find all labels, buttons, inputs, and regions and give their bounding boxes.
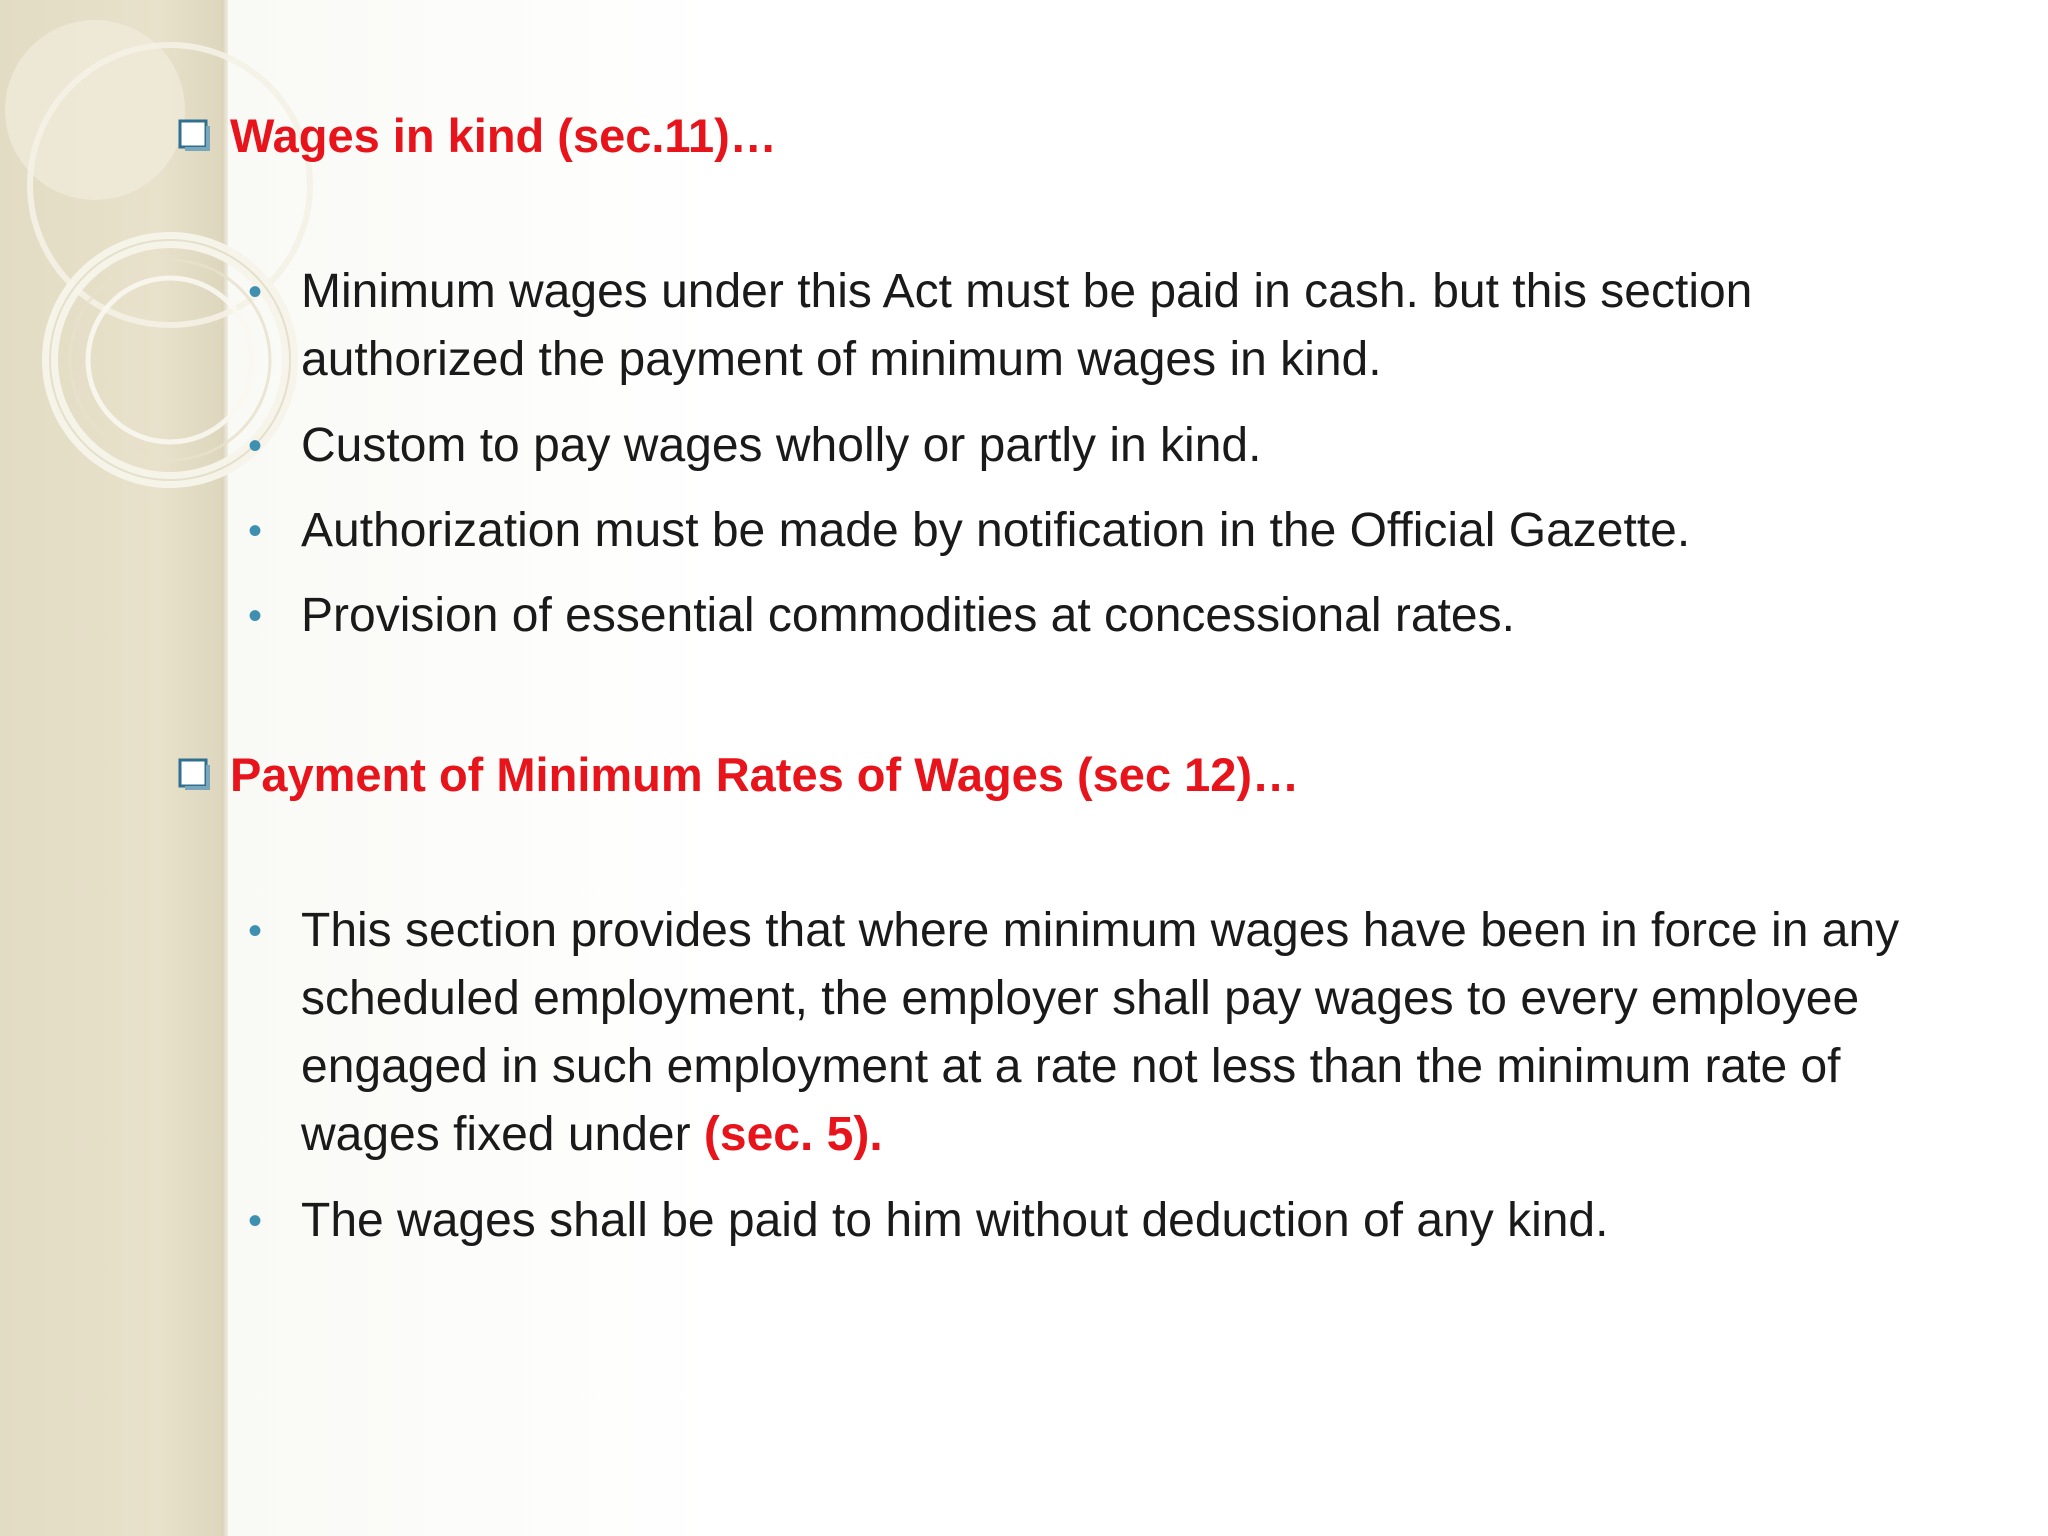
section-heading-wages-in-kind xyxy=(178,108,777,164)
bullet-dot: • xyxy=(248,1199,263,1243)
bullet-dot: • xyxy=(248,909,263,953)
bullet-text: Authorization must be made by notification in the Official Gazette. xyxy=(301,504,1691,557)
bullet-dot: • xyxy=(248,270,263,314)
section-heading-text: Wages in kind (sec.11)… xyxy=(230,109,777,162)
list-item xyxy=(248,497,1968,565)
list-item xyxy=(248,582,1968,650)
bullet-dot: • xyxy=(248,509,263,553)
bullet-text: Custom to pay wages wholly or partly in kind. xyxy=(301,419,1262,472)
list-item xyxy=(248,897,1968,1169)
bullet-dot: • xyxy=(248,594,263,638)
bullet-text: The wages shall be paid to him without deduction of any kind. xyxy=(301,1194,1609,1247)
bullet-text: Provision of essential commodities at concessional rates. xyxy=(301,589,1515,642)
section-heading-text: Payment of Minimum Rates of Wages (sec 12)… xyxy=(230,748,1300,801)
bullet-text-main: This section provides that where minimum wages have been in force in any scheduled employment, the employer shall pay wages to every employee engaged in such employment at a rate not less than the minimum rate of wages fixed under xyxy=(301,904,1900,1161)
section-reference: (sec. 5). xyxy=(703,1108,883,1161)
list-item xyxy=(248,258,1968,394)
checkbox-square-icon xyxy=(178,758,212,792)
bullet-text: Minimum wages under this Act must be paid in cash. but this section authorized the payment of minimum wages in kind. xyxy=(301,265,1753,386)
checkbox-square-icon xyxy=(178,119,212,153)
list-item xyxy=(248,412,1968,480)
section-heading-payment-of-minimum-rates xyxy=(178,747,1299,803)
bullet-dot: • xyxy=(248,424,263,468)
bullet-text xyxy=(301,897,1968,1169)
list-item xyxy=(248,1187,1968,1255)
